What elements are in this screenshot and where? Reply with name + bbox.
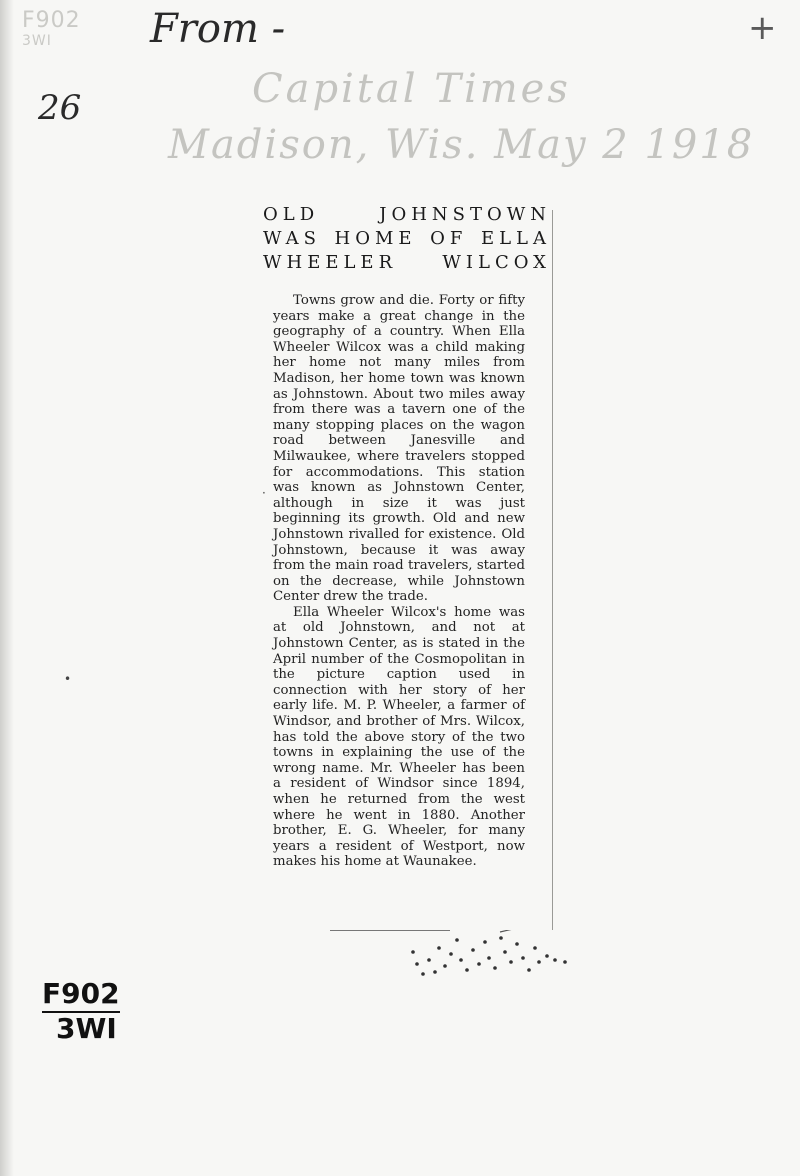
article-body <box>273 293 525 870</box>
handwritten-place-date: Madison, Wis. May 2 1918 <box>168 122 755 168</box>
article-paragraph-2: Ella Wheeler Wilcox's home was at old Johnstown, and not at Johnstown Center, as is stated in the April number of the Cosmopolitan in the picture caption used in connection with her story of her early life. M. P. Wheeler, a farmer of Windsor, and brother of Mrs. Wilcox, has told the above story of the two towns in explaining the use of the wrong name. Mr. Wheeler has been a resident of Windsor since 1894, when he returned from the west where he went in 1880. Another brother, E. G. Wheeler, for many years a resident of Westport, now makes his home at Waunakee. <box>273 604 525 870</box>
dotted-erased-mark <box>405 930 575 980</box>
handwritten-source-paper: Capital Times <box>252 66 571 112</box>
stray-mark-margin: · <box>262 486 266 500</box>
column-rule <box>552 210 553 930</box>
handwritten-page-number: 26 <box>38 88 82 128</box>
call-number-bottom-line1: F902 <box>42 978 120 1013</box>
call-number-top <box>22 10 81 50</box>
plus-mark: + <box>748 8 777 48</box>
sheet-edge <box>0 0 14 1176</box>
call-number-bottom <box>42 978 120 1045</box>
call-number-bottom-line2: 3WI <box>56 1012 117 1045</box>
handwritten-from: From - <box>150 6 286 52</box>
stray-mark-left: • <box>64 672 72 686</box>
call-number-top-main: F902 <box>22 8 81 33</box>
article-headline: OLD JOHNSTOWN WAS HOME OF ELLA WHEELER WILCOX <box>263 204 551 273</box>
article-paragraph-1: Towns grow and die. Forty or fifty years make a great change in the geography of a country. When Ella Wheeler Wilcox was a child making her home not many miles from Madison, her home town was known as Johnstown. About two miles away from there was a tavern one of the many stopping places on the wagon road between Janesville and Milwaukee, where travelers stopped for accommodations. This station was known as Johnstown Center, although in size it was just beginning its growth. Old and new Johnstown rivalled for existence. Old Johnstown, because it was away from the main road travelers, started on the decrease, while Johnstown Center drew the trade. <box>273 293 525 605</box>
call-number-top-sub: 3WI <box>22 33 52 49</box>
